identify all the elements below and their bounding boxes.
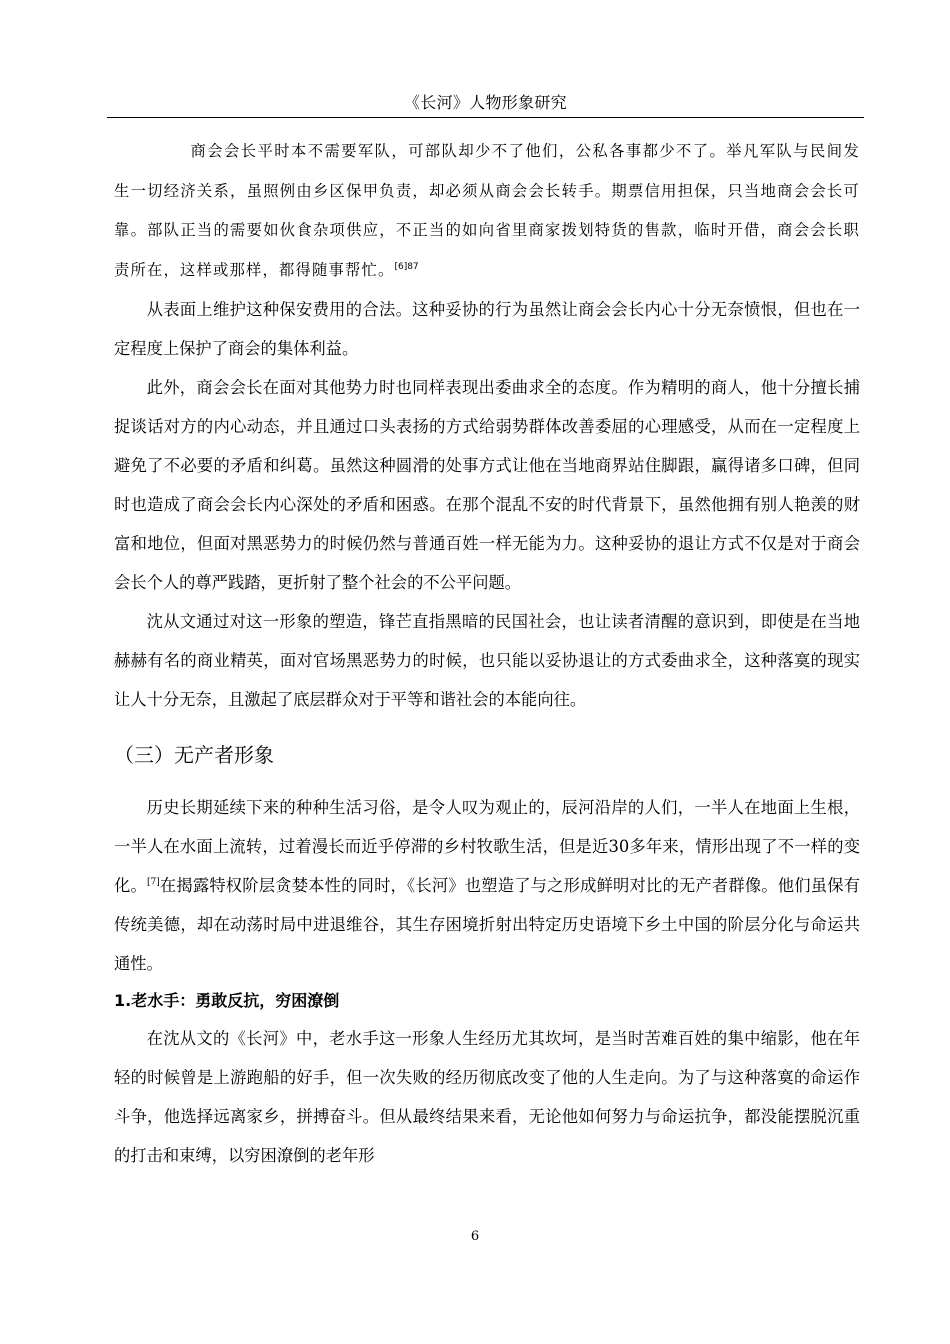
citation-ref: [6]87 — [394, 261, 419, 272]
paragraph-text: 历史长期延续下来的种种生活习俗，是令人叹为观止的，辰河沿岸的人们，一半人在地面上生根，一半人在水面上流转，过着漫长而近乎停滞的乡村牧歌生活，但是近30多年来，情形出现了不一样的变化。 — [114, 798, 860, 895]
header-rule — [107, 117, 864, 118]
paragraph-text: 在揭露特权阶层贪婪本性的同时，《长河》也塑造了与之形成鲜明对比的无产者群像。他们虽保有传统美德，却在动荡时局中进退维谷，其生存困境折射出特定历史语境下乡土中国的阶层分化与命运共通性。 — [114, 876, 860, 973]
body-text — [114, 132, 860, 1175]
block-quote — [114, 132, 860, 290]
section-heading: （三）无产者形象 — [114, 743, 274, 767]
quote-text: 商会会长平时本不需要军队，可部队却少不了他们，公私各事都少不了。举凡军队与民间发生一切经济关系，虽照例由乡区保甲负责，却必须从商会会长转手。期票信用担保，只当地商会会长可靠。部队正当的需要如伙食杂项供应，不正当的如向省里商家拨划特货的售款，临时开借，商会会长职责所在，这样或那样，都得随事帮忙。 — [114, 142, 860, 279]
paragraph: 从表面上维护这种保安费用的合法。这种妥协的行为虽然让商会会长内心十分无奈愤恨，但也在一定程度上保护了商会的集体利益。 — [114, 300, 860, 358]
running-header: 《长河》人物形象研究 — [403, 93, 567, 112]
citation-ref: [7] — [146, 877, 160, 888]
paragraph: 沈从文通过对这一形象的塑造，锋芒直指黑暗的民国社会，也让读者清醒的意识到，即使是在当地赫赫有名的商业精英，面对官场黑恶势力的时候，也只能以妥协退让的方式委曲求全，这种落寞的现实让人十分无奈，且激起了底层群众对于平等和谐社会的本能向往。 — [114, 612, 860, 709]
paragraph: 此外，商会会长在面对其他势力时也同样表现出委曲求全的态度。作为精明的商人，他十分擅长捕捉谈话对方的内心动态，并且通过口头表扬的方式给弱势群体改善委屈的心理感受，从而在一定程度上避免了不必要的矛盾和纠葛。虽然这种圆滑的处事方式让他在当地商界站住脚跟，赢得诸多口碑，但同时也造成了商会会长内心深处的矛盾和困惑。在那个混乱不安的时代背景下，虽然他拥有别人艳羡的财富和地位，但面对黑恶势力的时候仍然与普通百姓一样无能为力。这种妥协的退让方式不仅是对于商会会长个人的尊严践踏，更折射了整个社会的不公平问题。 — [114, 378, 860, 592]
page-number: 6 — [470, 1229, 480, 1244]
sub-heading: 1.老水手：勇敢反抗，穷困潦倒 — [114, 991, 340, 1010]
paragraph — [114, 788, 860, 983]
paragraph: 在沈从文的《长河》中，老水手这一形象人生经历尤其坎坷，是当时苦难百姓的集中缩影，他在年轻的时候曾是上游跑船的好手，但一次失败的经历彻底改变了他的人生走向。为了与这种落寞的命运作斗争，他选择远离家乡，拼搏奋斗。但从最终结果来看，无论他如何努力与命运抗争，都没能摆脱沉重的打击和束缚，以穷困潦倒的老年形 — [114, 1029, 860, 1165]
